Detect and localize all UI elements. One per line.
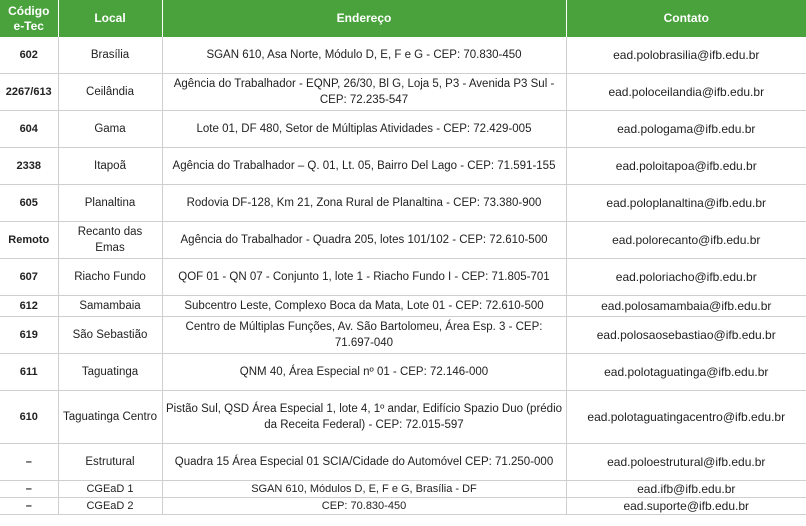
cell-contact[interactable]: ead.poloceilandia@ifb.edu.br [566,74,806,111]
cell-code: – [0,498,58,515]
cell-local: CGEaD 1 [58,481,162,498]
cell-address: QNM 40, Área Especial nº 01 - CEP: 72.146-000 [162,354,566,391]
header-code: Código e-Tec [0,0,58,37]
cell-local: Planaltina [58,185,162,222]
cell-local: Itapoã [58,148,162,185]
table-row [0,185,806,222]
cell-local: Samambaia [58,296,162,317]
table-row [0,259,806,296]
cell-address: SGAN 610, Módulos D, E, F e G, Brasília - DF [162,481,566,498]
cell-local: Taguatinga Centro [58,391,162,444]
cell-local: Estrutural [58,444,162,481]
header-row [0,0,806,37]
cell-contact[interactable]: ead.pologama@ifb.edu.br [566,111,806,148]
header-address: Endereço [162,0,566,37]
cell-address: Agência do Trabalhador – Q. 01, Lt. 05, Bairro Del Lago - CEP: 71.591-155 [162,148,566,185]
cell-contact[interactable]: ead.polotaguatingacentro@ifb.edu.br [566,391,806,444]
table-row [0,222,806,259]
cell-code: Remoto [0,222,58,259]
cell-code: 612 [0,296,58,317]
cell-address: Agência do Trabalhador - EQNP, 26/30, Bl G, Loja 5, P3 - Avenida P3 Sul - CEP: 72.235-547 [162,74,566,111]
table-row [0,317,806,354]
cell-address: SGAN 610, Asa Norte, Módulo D, E, F e G - CEP: 70.830-450 [162,37,566,74]
cell-address: Subcentro Leste, Complexo Boca da Mata, Lote 01 - CEP: 72.610-500 [162,296,566,317]
cell-local: Taguatinga [58,354,162,391]
table-row [0,74,806,111]
cell-code: 602 [0,37,58,74]
cell-contact[interactable]: ead.polotaguatinga@ifb.edu.br [566,354,806,391]
cell-address: Pistão Sul, QSD Área Especial 1, lote 4, 1º andar, Edifício Spazio Duo (prédio da Receita Federal) - CEP: 72.015-597 [162,391,566,444]
table-row [0,498,806,515]
table-row [0,391,806,444]
cell-local: Riacho Fundo [58,259,162,296]
cell-address: CEP: 70.830-450 [162,498,566,515]
cell-contact[interactable]: ead.poloplanaltina@ifb.edu.br [566,185,806,222]
cell-code: 607 [0,259,58,296]
cell-address: QOF 01 - QN 07 - Conjunto 1, lote 1 - Riacho Fundo I - CEP: 71.805-701 [162,259,566,296]
table-row [0,444,806,481]
table-row [0,354,806,391]
table-row [0,481,806,498]
cell-address: Agência do Trabalhador - Quadra 205, lotes 101/102 - CEP: 72.610-500 [162,222,566,259]
cell-address: Quadra 15 Área Especial 01 SCIA/Cidade do Automóvel CEP: 71.250-000 [162,444,566,481]
cell-code: 2338 [0,148,58,185]
cell-contact[interactable]: ead.poloestrutural@ifb.edu.br [566,444,806,481]
cell-code: 619 [0,317,58,354]
cell-address: Rodovia DF-128, Km 21, Zona Rural de Planaltina - CEP: 73.380-900 [162,185,566,222]
cell-contact[interactable]: ead.polobrasilia@ifb.edu.br [566,37,806,74]
cell-code: 611 [0,354,58,391]
cell-code: – [0,444,58,481]
cell-contact[interactable]: ead.polosaosebastiao@ifb.edu.br [566,317,806,354]
cell-contact[interactable]: ead.poloriacho@ifb.edu.br [566,259,806,296]
header-contact: Contato [566,0,806,37]
cell-local: Recanto das Emas [58,222,162,259]
table-row [0,111,806,148]
table-row [0,148,806,185]
cell-local: Gama [58,111,162,148]
cell-local: Ceilândia [58,74,162,111]
cell-local: CGEaD 2 [58,498,162,515]
cell-contact[interactable]: ead.suporte@ifb.edu.br [566,498,806,515]
cell-address: Centro de Múltiplas Funções, Av. São Bartolomeu, Área Esp. 3 - CEP: 71.697-040 [162,317,566,354]
table-row [0,296,806,317]
cell-contact[interactable]: ead.polosamambaia@ifb.edu.br [566,296,806,317]
cell-contact[interactable]: ead.ifb@ifb.edu.br [566,481,806,498]
cell-code: 604 [0,111,58,148]
cell-code: 610 [0,391,58,444]
table-row [0,37,806,74]
cell-code: 2267/613 [0,74,58,111]
cell-contact[interactable]: ead.poloitapoa@ifb.edu.br [566,148,806,185]
cell-local: Brasília [58,37,162,74]
cell-code: – [0,481,58,498]
cell-code: 605 [0,185,58,222]
cell-contact[interactable]: ead.polorecanto@ifb.edu.br [566,222,806,259]
header-local: Local [58,0,162,37]
cell-local: São Sebastião [58,317,162,354]
cell-address: Lote 01, DF 480, Setor de Múltiplas Atividades - CEP: 72.429-005 [162,111,566,148]
